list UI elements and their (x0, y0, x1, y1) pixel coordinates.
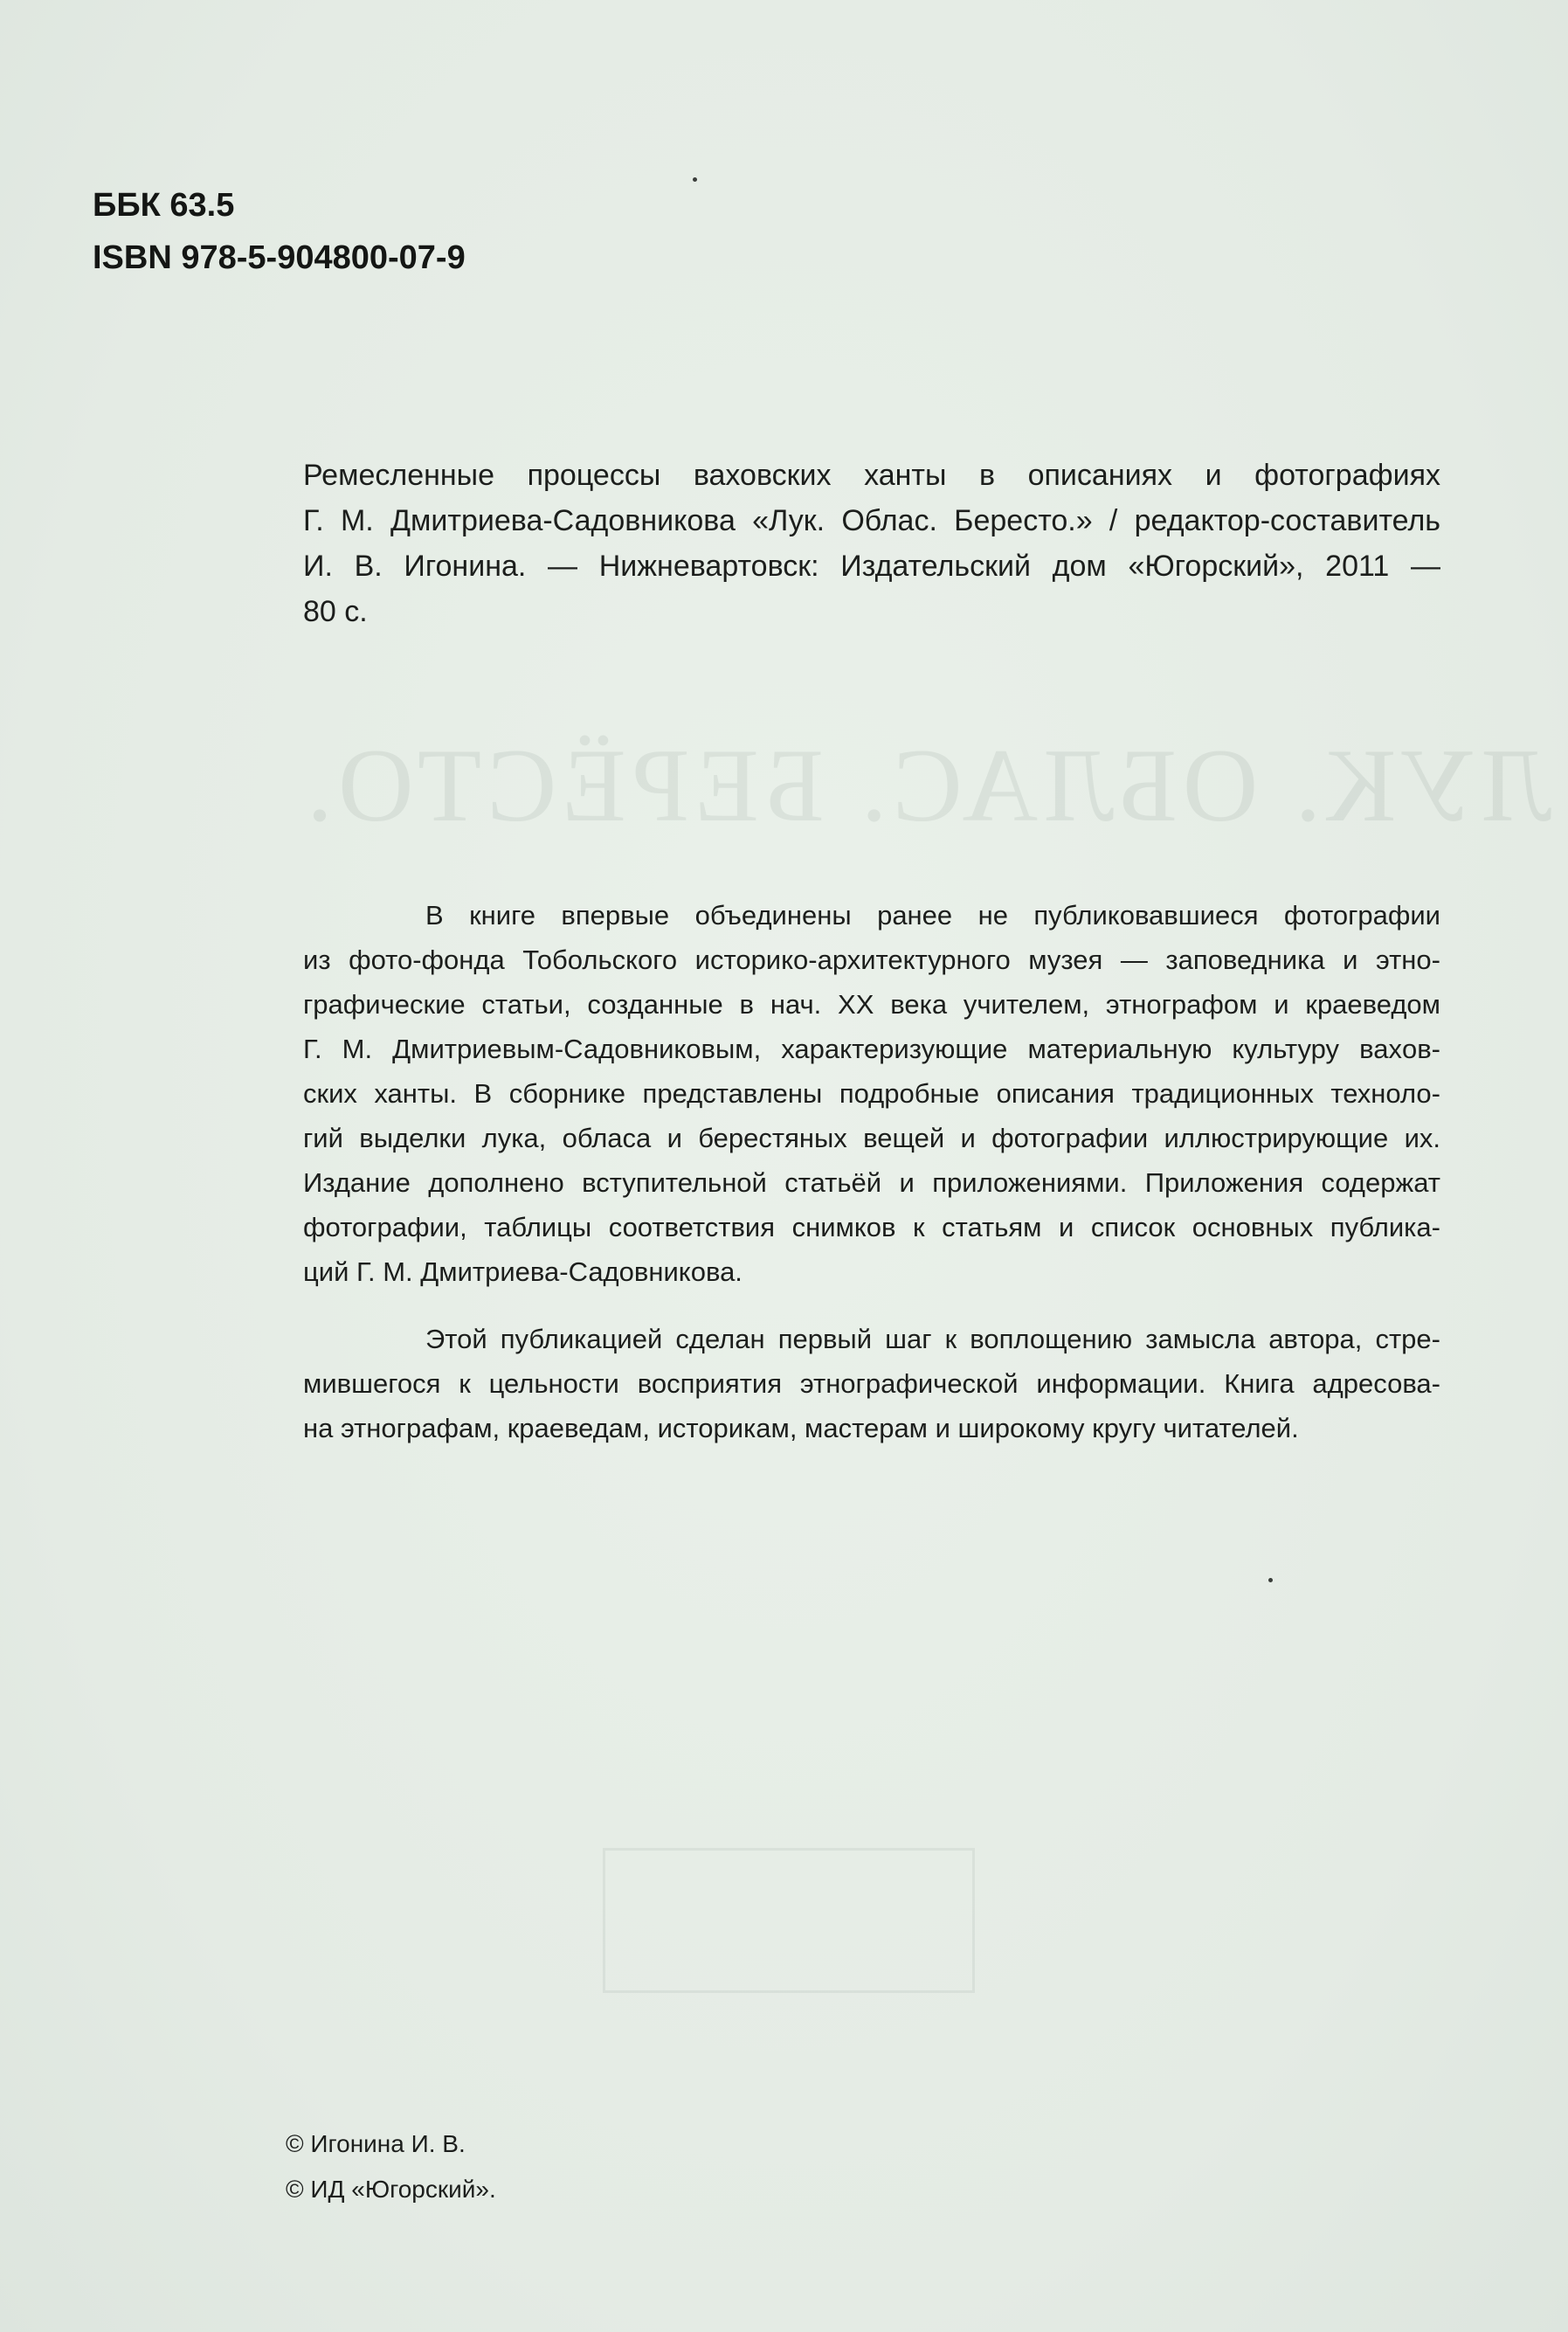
annotation-line: графические статьи, созданные в нач. XX века учителем, этнографом и краеведом (303, 989, 1440, 1020)
copyright-publisher: © ИД «Югорский». (286, 2176, 496, 2203)
annotation-line: на этнографам, краеведам, историкам, мастерам и широкому кругу читателей. (303, 1413, 1299, 1443)
annotation-line: В книге впервые объединены ранее не публиковавшиеся фотографии (425, 900, 1440, 931)
isbn-code: ISBN 978-5-904800-07-9 (93, 239, 466, 276)
annotation-line: ских ханты. В сборнике представлены подробные описания традиционных техноло- (303, 1078, 1440, 1109)
show-through-stamp (603, 1848, 975, 1993)
annotation-line: фотографии, таблицы соответствия снимков к статьям и список основных публика- (303, 1212, 1440, 1242)
bbk-code: ББК 63.5 (93, 187, 235, 224)
annotation-line: гий выделки лука, обласа и берестяных вещей и фотографии иллюстрирующие их. (303, 1123, 1440, 1153)
bibliographic-description (303, 453, 1440, 634)
paper-speck (693, 177, 697, 182)
annotation-line: мившегося к цельности восприятия этнографической информации. Книга адресова- (303, 1368, 1440, 1399)
copyright-block (286, 2121, 496, 2212)
classification-codes (93, 179, 466, 284)
annotation-line: из фото-фонда Тобольского историко-архитектурного музея — заповедника и этно- (303, 945, 1440, 975)
biblio-line: Ремесленные процессы ваховских ханты в описаниях и фотографиях (303, 459, 1440, 492)
biblio-line: Г. М. Дмитриева-Садовникова «Лук. Облас. Бересто.» / редактор-составитель (303, 504, 1440, 537)
copyright-author: © Игонина И. В. (286, 2130, 466, 2157)
annotation-line: Издание дополнено вступительной статьёй и приложениями. Приложения содержат (303, 1167, 1440, 1198)
paper-speck (1268, 1578, 1273, 1582)
annotation-line: ций Г. М. Дмитриева-Садовникова. (303, 1256, 743, 1287)
biblio-line: И. В. Игонина. — Нижневартовск: Издательский дом «Югорский», 2011 — (303, 550, 1440, 583)
annotation (303, 893, 1440, 1450)
biblio-line: 80 с. (303, 595, 368, 628)
show-through-title: ЛУК. ОБЛАС. БЕРЁСТО. (301, 727, 1552, 843)
annotation-line: Этой публикацией сделан первый шаг к воплощению замысла автора, стре- (425, 1324, 1440, 1354)
annotation-line: Г. М. Дмитриевым-Садовниковым, характеризующие материальную культуру ваxов- (303, 1034, 1440, 1064)
